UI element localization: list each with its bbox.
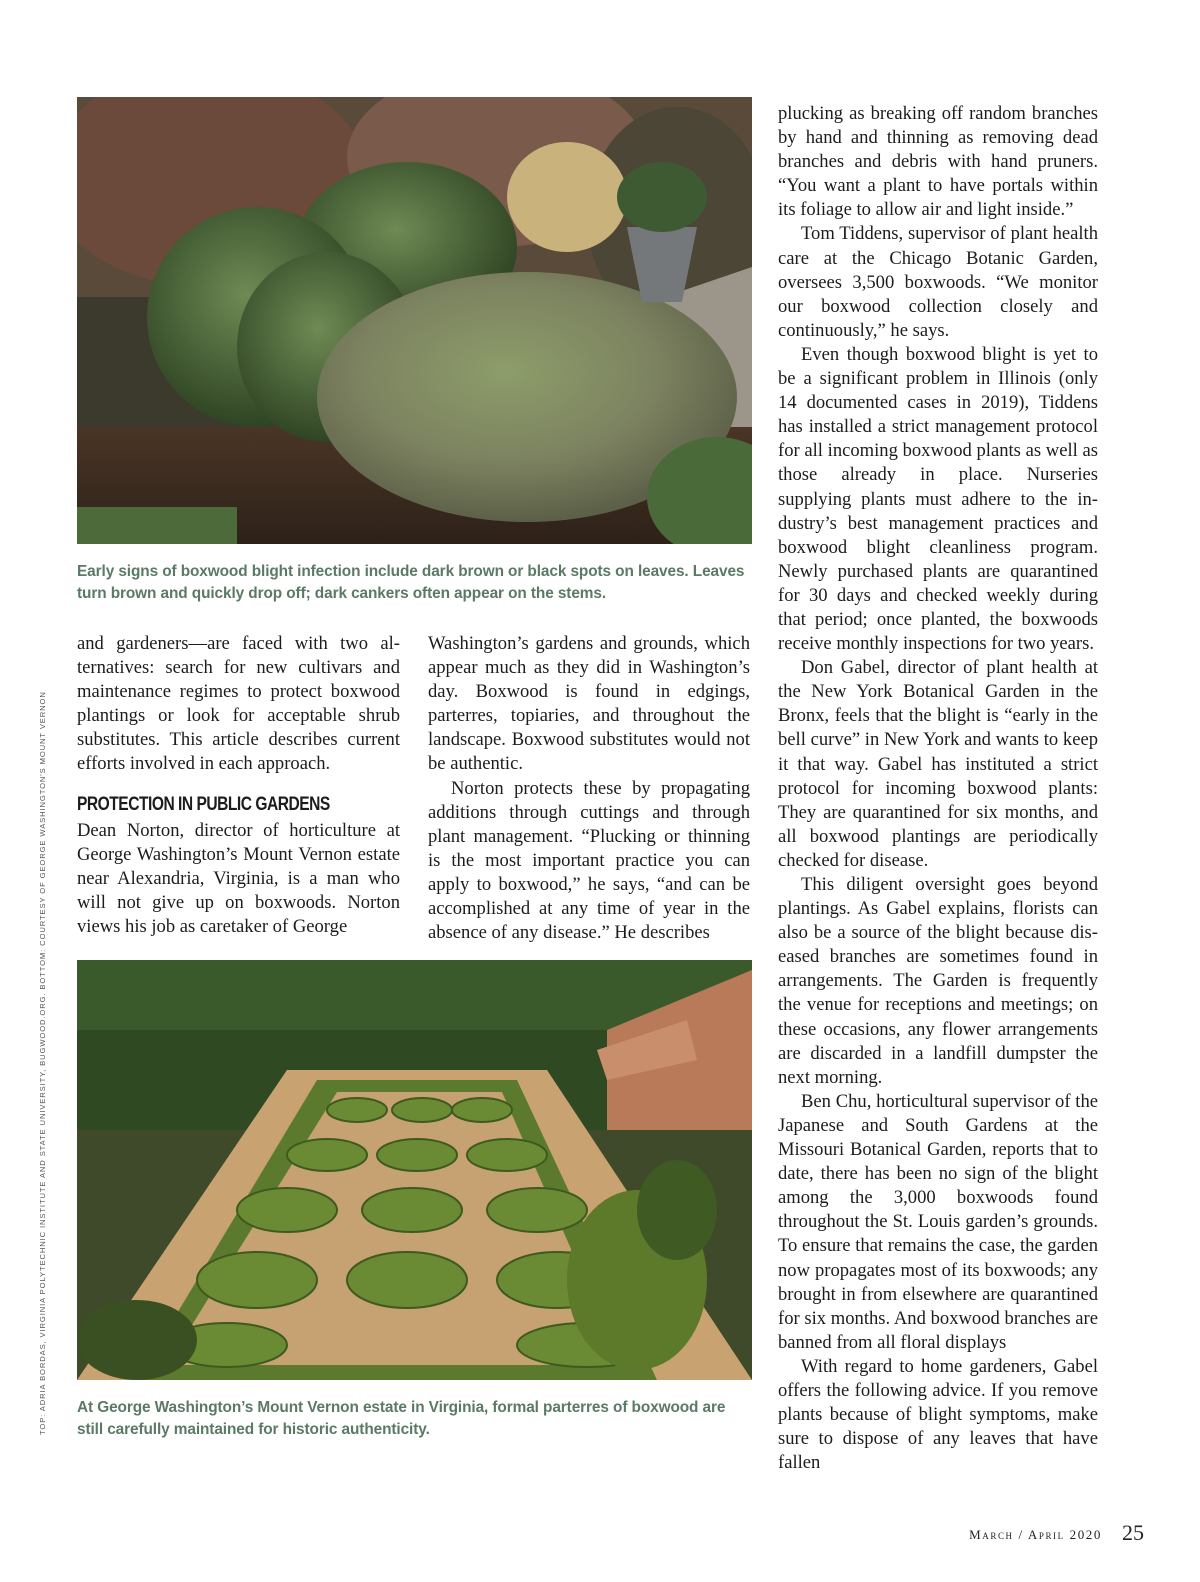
issue-date: March / April 2020 — [969, 1527, 1102, 1542]
col3-paragraph-3: Even though boxwood blight is yet to be a significant problem in Illinois (only 14 documented cases in 2019), Tiddens has installed a strict management protocol for all incoming boxwood plants as well as those already in place. Nurseries supplying plants must adhere to the industry’s best management practices and boxwood blight cleanliness program. Newly purchased plants are quarantined for 30 days and checked weekly during that period; once planted, the boxwoods receive monthly inspections for two years. — [778, 343, 1098, 655]
col3-paragraph-5: This diligent oversight goes beyond plantings. As Gabel explains, florists can also be a source of the blight because diseased branches are sometimes found in arrangements. The Garden is frequently the venue for receptions and meetings; on these occasions, any flower arrangements are discarded in a landfill dumpster the next morning. — [778, 874, 1098, 1088]
col3-paragraph-1: plucking as breaking off random branches by hand and thinning as removing dead branches and debris with hand pruners. “You want a plant to have portals within its foliage to allow air and light inside.” — [778, 103, 1098, 221]
page-number: 25 — [1122, 1520, 1144, 1545]
col3-paragraph-6: Ben Chu, horticultural supervisor of the Japanese and South Gardens at the Missouri Botanical Garden, reports that to date, there has been no sign of the blight among the 3,000 boxwoods found throughout the St. Louis garden’s grounds. To ensure that remains the case, the garden now propagates most of its boxwoods; any brought in from elsewhere are quarantined for six months. And boxwood branches are banned from all floral displays — [778, 1090, 1098, 1353]
boxwood-shrubs-photo — [77, 97, 752, 544]
column-3 — [778, 102, 1098, 1475]
col3-paragraph-7: With regard to home gardeners, Gabel offers the following advice. If you remove plants because of blight symptoms, make sure to dispose of any leaves that have fallen — [778, 1355, 1098, 1474]
column-2 — [428, 632, 750, 945]
col3-paragraph-4: Don Gabel, director of plant health at the New York Botanical Garden in the Bronx, feels that the blight is “early in the bell curve” in New York and wants to keep it that way. Gabel has instituted a strict protocol for incoming boxwood plants: They are quarantined for six months, and all boxwood plantings are periodically checked for disease. — [778, 657, 1098, 871]
col2-paragraph-2: Norton protects these by propagating additions through cuttings and through plant management. “Plucking or thinning is the most important practice you can apply to boxwood,” he says, “and can be accomplished at any time of year in the absence of any disease.” He describes — [428, 777, 750, 944]
parterre-garden-photo — [77, 960, 752, 1380]
top-photo-caption: Early signs of boxwood blight infection include dark brown or black spots on leaves. Leaves turn brown and quickly drop off; dark cankers often appear on the stems. — [77, 563, 745, 602]
photo-credit: TOP: ADRIA BORDAS, VIRGINIA POLYTECHNIC INSTITUTE AND STATE UNIVERSITY, BUGWOOD.ORG. BOTTOM: COURTESY OF GEORGE WASHINGTON'S MOUNT VERNON — [38, 691, 47, 1435]
col1-paragraph-1: and gardeners—are faced with two alternatives: search for new cultivars and maintenance regimes to protect boxwood plantings or look for acceptable shrub substitutes. This article describes current efforts involved in each approach. — [77, 633, 400, 775]
section-heading: PROTECTION IN PUBLIC GARDENS — [77, 793, 330, 815]
col1-paragraph-2: Dean Norton, director of horticulture at George Washington’s Mount Vernon estate near Alexandria, Virginia, is a man who will not give up on boxwoods. Norton views his job as caretaker of George — [77, 819, 400, 938]
col3-paragraph-2: Tom Tiddens, supervisor of plant health care at the Chicago Botanic Garden, oversees 3,500 boxwoods. “We monitor our boxwood collection closely and continuously,” he says. — [778, 223, 1098, 341]
col2-paragraph-1: Washington’s gardens and grounds, which appear much as they did in Washington’s day. Boxwood is found in edgings, parterres, topiaries, and throughout the landscape. Boxwood substitutes would not be authentic. — [428, 633, 750, 775]
column-1 — [77, 632, 400, 939]
bottom-photo-caption: At George Washington’s Mount Vernon estate in Virginia, formal parterres of boxwood are still carefully maintained for historic authenticity. — [77, 1399, 726, 1438]
